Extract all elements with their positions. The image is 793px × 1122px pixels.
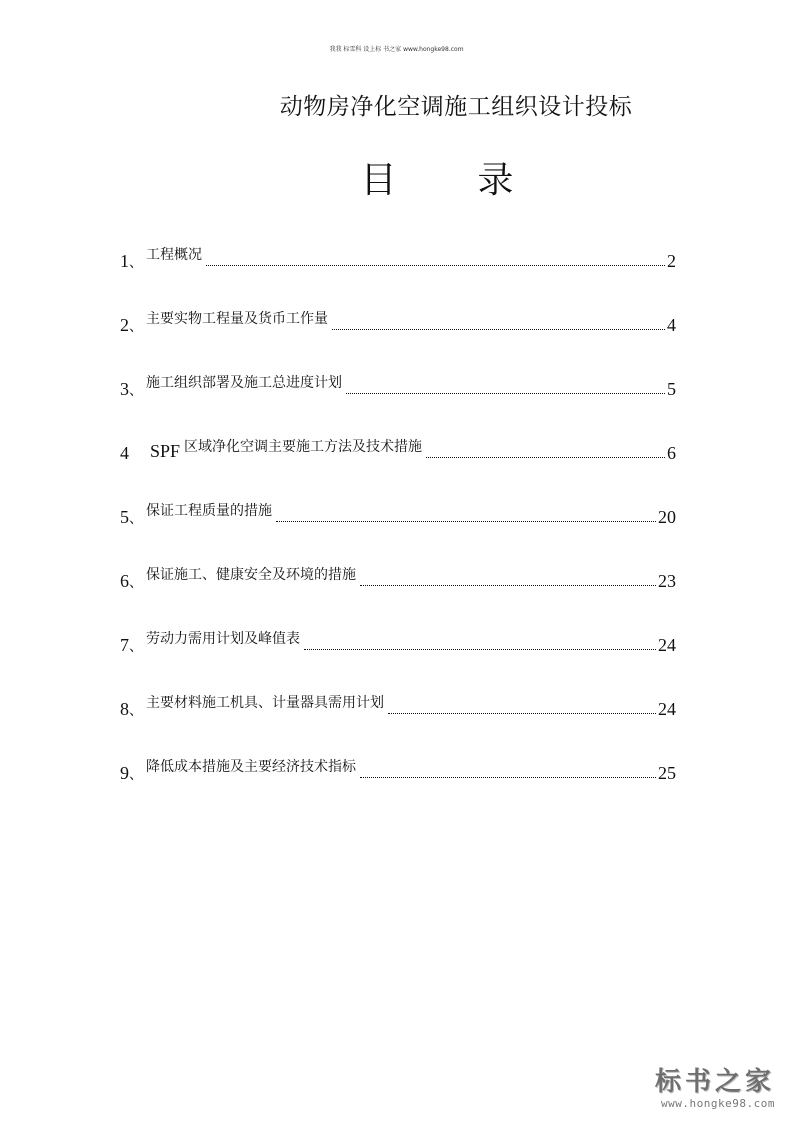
toc-entry-title: 降低成本措施及主要经济技术指标: [146, 759, 356, 775]
toc-heading-left: 目: [360, 160, 403, 201]
toc-entry-8[interactable]: [120, 654, 676, 718]
toc-leader: [206, 264, 665, 266]
toc-entry-page: 2: [667, 251, 676, 271]
toc-entry-page: 24: [658, 635, 676, 655]
toc-entry-page: 6: [667, 443, 676, 463]
toc-leader: [426, 456, 665, 458]
watermark: [655, 1068, 775, 1110]
toc-entry-number: 6: [120, 571, 129, 591]
watermark-brand: 标书之家: [654, 1067, 775, 1098]
toc-entry-title: 主要实物工程量及货币工作量: [146, 311, 328, 327]
toc-entry-9[interactable]: [120, 718, 676, 782]
toc-entry-separator: 、: [129, 767, 143, 783]
toc-leader: [304, 648, 656, 650]
toc-entry-code: SPF: [150, 441, 181, 461]
toc-entry-number: 8: [120, 699, 129, 719]
toc-entry-number: 4: [120, 443, 129, 463]
toc-entry-separator: 、: [129, 639, 143, 655]
table-of-contents: [120, 206, 676, 782]
toc-leader: [276, 520, 656, 522]
document-title: 动物房净化空调施工组织设计投标: [279, 94, 633, 120]
toc-entry-separator: 、: [129, 575, 143, 591]
toc-entry-title: 劳动力需用计划及峰值表: [146, 631, 300, 647]
toc-entry-number: 9: [120, 763, 129, 783]
toc-entry-4[interactable]: [120, 398, 676, 462]
toc-entry-number: 5: [120, 507, 129, 527]
watermark-url: www.hongke98.com: [661, 1097, 775, 1110]
toc-entry-page: 24: [658, 699, 676, 719]
toc-entry-2[interactable]: [120, 270, 676, 334]
toc-leader: [388, 712, 656, 714]
toc-leader: [346, 392, 665, 394]
toc-entry-page: 5: [667, 379, 676, 399]
toc-entry-6[interactable]: [120, 526, 676, 590]
toc-heading-right: 录: [477, 160, 520, 201]
toc-entry-page: 23: [658, 571, 676, 591]
toc-entry-title: 区域净化空调主要施工方法及技术措施: [184, 439, 423, 455]
toc-leader: [360, 776, 656, 778]
toc-entry-number: 2: [120, 315, 129, 335]
toc-entry-1[interactable]: [120, 206, 676, 270]
toc-entry-page: 20: [658, 507, 676, 527]
toc-entry-page: 25: [658, 763, 676, 783]
toc-entry-separator: 、: [129, 255, 143, 271]
toc-heading: [0, 152, 793, 203]
toc-entry-separator: 、: [129, 383, 143, 399]
toc-entry-number: 1: [120, 251, 129, 271]
toc-entry-title: 保证工程质量的措施: [146, 503, 272, 519]
toc-entry-title: 保证施工、健康安全及环境的措施: [146, 567, 356, 583]
toc-entry-5[interactable]: [120, 462, 676, 526]
header-note: 我我 标雪科 设上标 书之家 www.hongke98.com: [329, 46, 464, 53]
toc-entry-number: 3: [120, 379, 129, 399]
toc-leader: [360, 584, 656, 586]
toc-entry-page: 4: [667, 315, 676, 335]
toc-entry-separator: 、: [129, 511, 143, 527]
toc-entry-title: 工程概况: [146, 247, 202, 263]
toc-entry-title: 施工组织部署及施工总进度计划: [146, 375, 342, 391]
toc-entry-title: 主要材料施工机具、计量器具需用计划: [146, 695, 384, 711]
toc-entry-7[interactable]: [120, 590, 676, 654]
toc-entry-number: 7: [120, 635, 129, 655]
toc-entry-separator: 、: [129, 319, 143, 335]
toc-entry-separator: 、: [129, 703, 143, 719]
toc-leader: [332, 328, 665, 330]
toc-entry-3[interactable]: [120, 334, 676, 398]
